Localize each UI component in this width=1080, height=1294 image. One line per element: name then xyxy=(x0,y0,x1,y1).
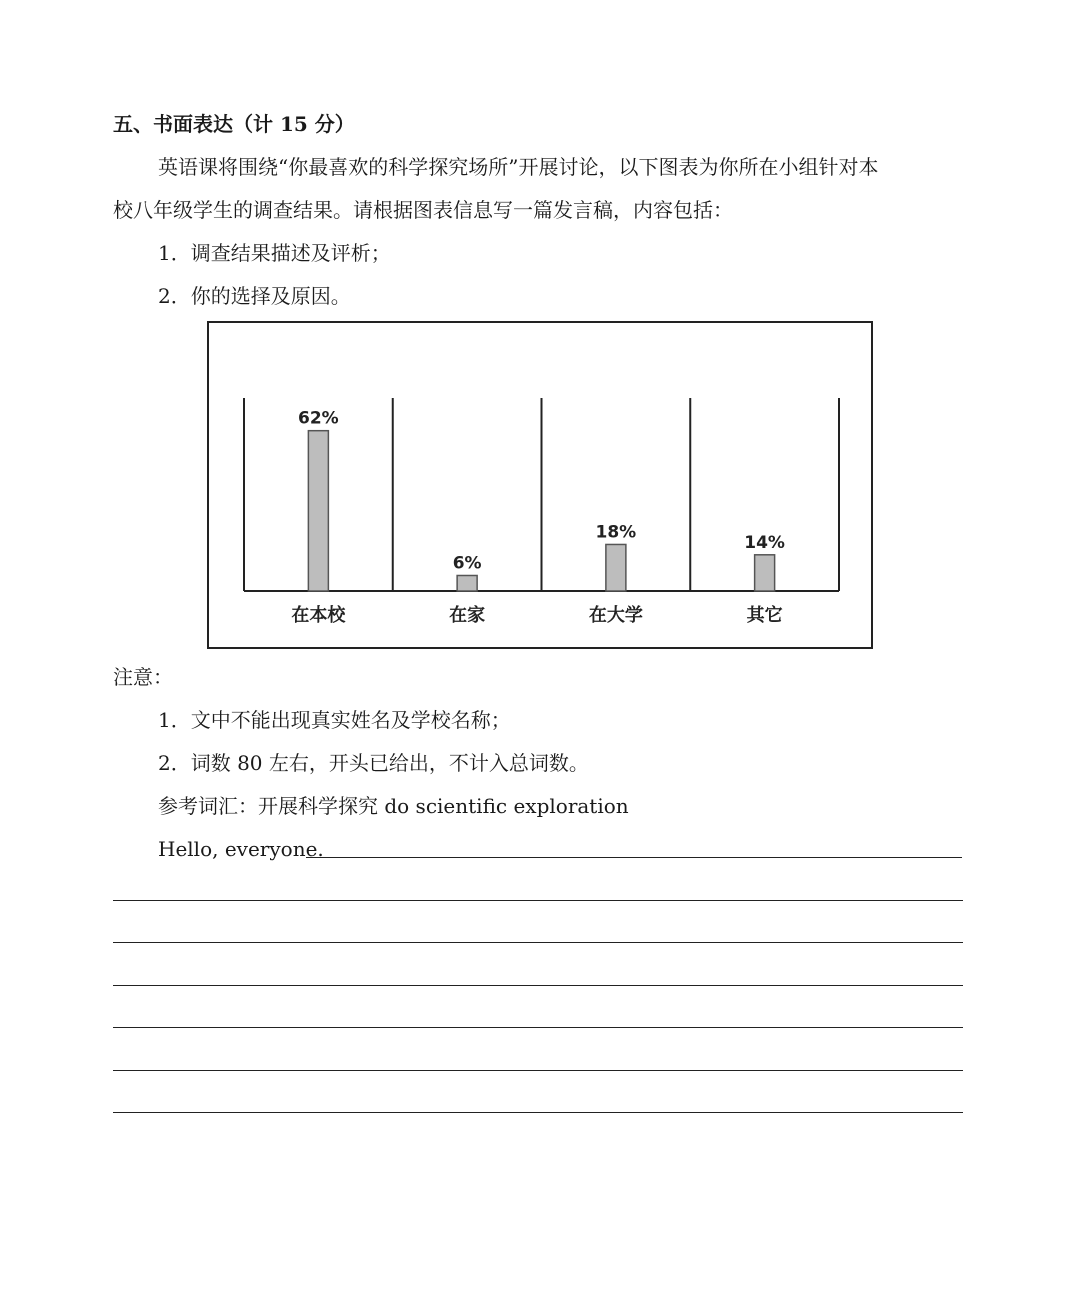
answer-line-first[interactable] xyxy=(306,857,962,858)
note-item-1: 1．文中不能出现真实姓名及学校名称； xyxy=(158,708,511,732)
requirement-item-1: 1．调查结果描述及评析； xyxy=(158,241,391,265)
answer-line[interactable] xyxy=(113,1027,963,1028)
data-label: 62% xyxy=(298,408,339,429)
data-label: 6% xyxy=(452,553,482,574)
category-label: 在大学 xyxy=(588,605,643,626)
prompt-line-1: 英语课将围绕“你最喜欢的科学探究场所”开展讨论，以下图表为你所在小组针对本 xyxy=(158,155,879,179)
note-item-2: 2．词数 80 左右，开头已给出，不计入总词数。 xyxy=(158,751,589,775)
answer-line[interactable] xyxy=(113,1112,963,1113)
prompt-line-2: 校八年级学生的调查结果。请根据图表信息写一篇发言稿，内容包括： xyxy=(113,198,733,222)
bar xyxy=(457,575,477,591)
section-heading: 五、书面表达（计 15 分） xyxy=(113,112,355,136)
data-label: 14% xyxy=(744,532,785,553)
requirement-item-2: 2．你的选择及原因。 xyxy=(158,284,351,308)
data-label: 18% xyxy=(595,522,637,543)
answer-line[interactable] xyxy=(113,942,963,943)
reference-vocabulary: 参考词汇：开展科学探究 do scientific exploration xyxy=(158,794,629,818)
answer-line[interactable] xyxy=(113,1070,963,1071)
bar xyxy=(755,555,775,591)
chart-canvas xyxy=(209,323,875,651)
bar xyxy=(308,431,328,591)
category-label: 其它 xyxy=(746,605,783,626)
survey-bar-chart xyxy=(207,321,873,649)
notes-title: 注意： xyxy=(113,665,173,689)
answer-opening: Hello, everyone. xyxy=(158,837,324,861)
answer-line[interactable] xyxy=(113,900,963,901)
category-label: 在本校 xyxy=(291,605,346,626)
answer-line[interactable] xyxy=(113,985,963,986)
category-label: 在家 xyxy=(449,605,486,626)
bar xyxy=(606,544,626,591)
